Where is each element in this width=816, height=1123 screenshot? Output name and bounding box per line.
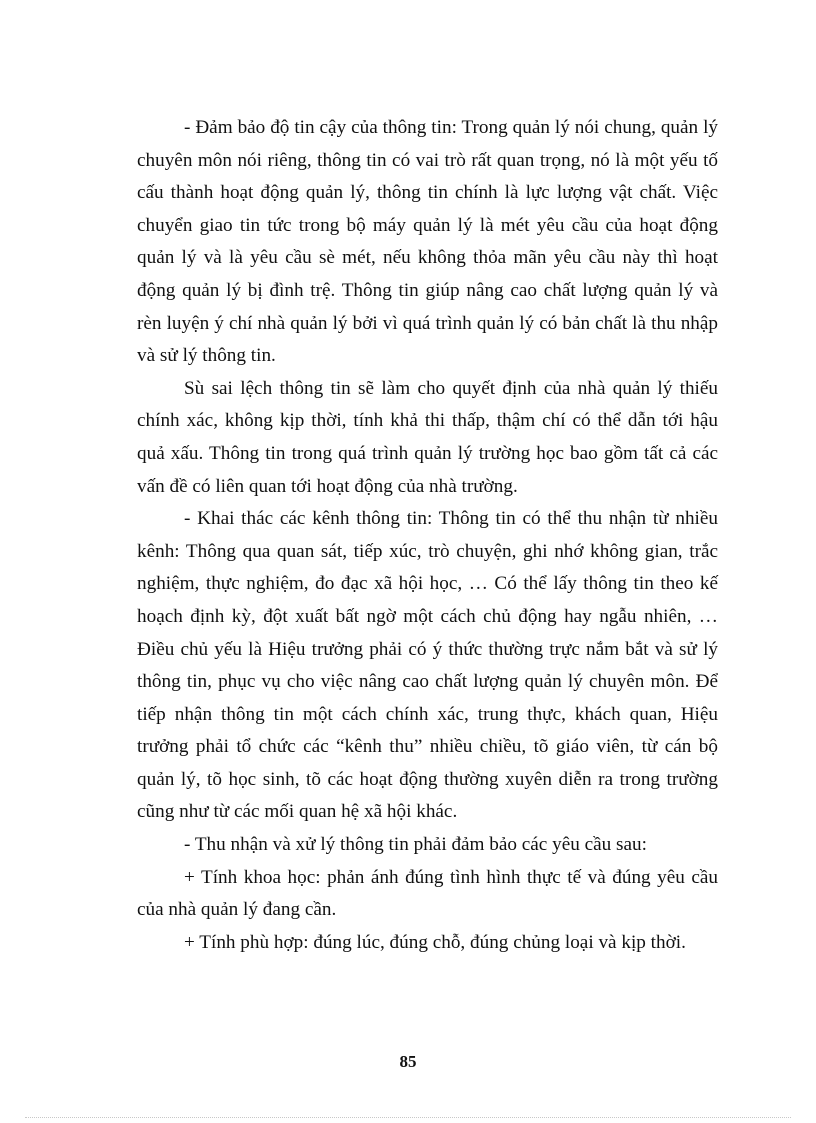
body-text <box>137 112 718 959</box>
paragraph-reliability: - Đảm bảo độ tin cậy của thông tin: Trong quản lý nói chung, quản lý chuyên môn nói riêng, thông tin có vai trò rất quan trọng, nó là một yếu tố cấu thành hoạt động quản lý, thông tin chính là lực lượng vật chất. Việc chuyển giao tin tức trong bộ máy quản lý là mét yêu cầu của hoạt động quản lý và là yêu cầu sè mét, nếu không thỏa mãn yêu cầu này thì hoạt động quản lý bị đình trệ. Thông tin giúp nâng cao chất lượng quản lý và rèn luyện ý chí nhà quản lý bởi vì quá trình quản lý có bản chất là thu nhập và sử lý thông tin. <box>137 117 718 367</box>
page-number: 85 <box>399 1052 417 1071</box>
paragraph-distortion: Sù sai lệch thông tin sẽ làm cho quyết định của nhà quản lý thiếu chính xác, không kịp thời, tính khả thi thấp, thậm chí có thể dẫn tới hậu quả xấu. Thông tin trong quá trình quản lý trường học bao gồm tất cả các vấn đề có liên quan tới hoạt động của nhà trường. <box>137 377 718 497</box>
paragraph-suitability: + Tính phù hợp: đúng lúc, đúng chỗ, đúng chủng loại và kịp thời. <box>184 931 686 953</box>
paragraph-scientific: + Tính khoa học: phản ánh đúng tình hình thực tế và đúng yêu cầu của nhà quản lý đang cần. <box>137 866 718 921</box>
paragraph-requirements: - Thu nhận và xử lý thông tin phải đảm bảo các yêu cầu sau: <box>184 834 647 856</box>
footer-divider <box>25 1117 791 1118</box>
paragraph-channels: - Khai thác các kênh thông tin: Thông tin có thể thu nhận từ nhiều kênh: Thông qua quan sát, tiếp xúc, trò chuyện, ghi nhớ không gian, trắc nghiệm, thực nghiệm, đo đạc xã hội học, … Có thể lấy thông tin theo kế hoạch định kỳ, đột xuất bất ngờ một cách chủ động hay ngẫu nhiên, … Điều chủ yếu là Hiệu trưởng phải có ý thức thường trực nắm bắt và sử lý thông tin, phục vụ cho việc nâng cao chất lượng quản lý chuyên môn. Để tiếp nhận thông tin một cách chính xác, trung thực, khách quan, Hiệu trưởng phải tổ chức các “kênh thu” nhiều chiều, tõ giáo viên, từ cán bộ quản lý, tõ học sinh, tõ các hoạt động thường xuyên diễn ra trong trường cũng như từ các mối quan hệ xã hội khác. <box>137 508 718 823</box>
